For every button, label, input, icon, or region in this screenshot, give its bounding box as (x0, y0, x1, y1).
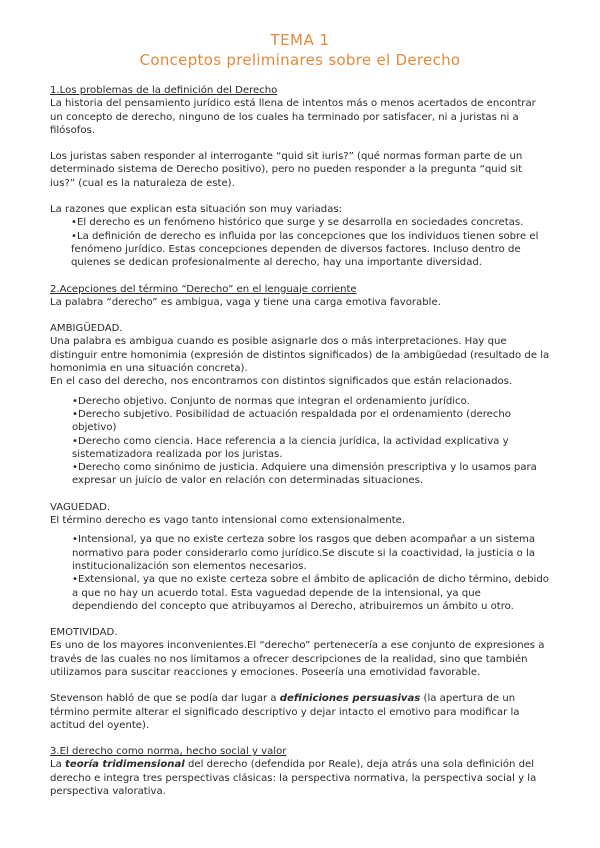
list-item: •Derecho como sinónimo de justicia. Adquiere una dimensión prescriptiva y lo usamos para expresar un juicio de valor en relación con determinadas situaciones. (72, 462, 537, 487)
ambiguity-paragraph-1: Una palabra es ambigua cuando es posible asignarle dos o más interpretaciones. Hay que distinguir entre homonimia (expresión de distintos significados) de la ambigüedad (resultado de la homonimia en una situación concreta). (50, 336, 550, 375)
list-item: •La definición de derecho es influida por las concepciones que los individuos tienen sobre el fenómeno jurídico. Estas concepciones dependen de diversos factores. Incluso dentro de quienes se dedican profesionalmente al derecho, hay una importante diversidad. (71, 230, 539, 269)
emotivity-p2-pre: Stevenson habló de que se podía dar lugar a (50, 693, 280, 705)
title-block (0, 30, 600, 70)
list-item: •Derecho subjetivo. Posibilidad de actuación respaldada por el ordenamiento (derecho objetivo) (72, 408, 511, 434)
emotivity-paragraph-2 (50, 692, 550, 732)
ambiguity-bullet-list (50, 395, 550, 488)
section-3-paragraph-1 (50, 758, 550, 798)
vagueness-paragraph-1: El término derecho es vago tanto intensional como extensionalmente. (50, 515, 406, 527)
section-2-heading: 2.Acepciones del término “Derecho” en el lenguaje corriente (50, 283, 357, 295)
persuasive-definitions-term: definiciones persuasivas (279, 693, 421, 705)
emotivity-p2-post: (la apertura de un término permite alterar el significado descriptivo y dejar intacto el emotivo para modificar la actitud del oyente). (50, 693, 520, 731)
section-1-paragraph-1: La historia del pensamiento jurídico está llena de intentos más o menos acertados de encontrar un concepto de derecho, ninguno de los cuales ha terminado por satisfacer, ni a juristas ni a filósofos. (50, 98, 536, 136)
section-3-p1-pre: La (50, 759, 66, 771)
vagueness-title: VAGUEDAD. (50, 501, 111, 513)
topic-subtitle: Conceptos preliminares sobre el Derecho (139, 51, 461, 69)
vagueness-bullet-list (50, 533, 550, 613)
section-3-heading: 3.El derecho como norma, hecho social y valor (50, 746, 287, 758)
list-item: •Extensional, ya que no existe certeza sobre el ámbito de aplicación de dicho término, debido a que no hay un acuerdo total. Esta vaguedad depende de la intensional, ya que dependiendo del concepto que atribuyamos al Derecho, atribuiremos un ámbito u otro. (72, 574, 549, 612)
ambiguity-title: AMBIGÜEDAD. (50, 323, 123, 335)
list-item: •Derecho como ciencia. Hace referencia a la ciencia jurídica, la actividad explicativa y sistematizadora realizada por los juristas. (72, 435, 509, 460)
list-item: •El derecho es un fenómeno histórico que surge y se desarrolla en sociedades concretas. (71, 217, 524, 229)
section-2-paragraph-1: La palabra “derecho” es ambigua, vaga y tiene una carga emotiva favorable. (50, 296, 441, 308)
section-3-p1-post: del derecho (defendida por Reale), deja atrás una sola definición del derecho e integra tres perspectivas clásicas: la perspectiva normativa, la perspectiva social y la perspectiva valorativa. (50, 759, 537, 798)
section-1-paragraph-3: La razones que explican esta situación son muy variadas: (50, 204, 343, 216)
section-1-bullet-list (50, 216, 550, 269)
section-1-paragraph-2: Los juristas saben responder al interrogante “quid sit iuris?” (qué normas forman parte de un determinado sistema de Derecho positivo), pero no pueden responder a la pregunta “quid sit ius?” (cual es la naturaleza de este). (50, 151, 523, 189)
document-body (50, 84, 550, 798)
list-item: •Derecho objetivo. Conjunto de normas que integran el ordenamiento jurídico. (72, 395, 470, 407)
ambiguity-paragraph-2: En el caso del derecho, nos encontramos con distintos significados que están relacionados. (50, 376, 513, 388)
section-1-heading: 1.Los problemas de la definición del Derecho (50, 85, 278, 96)
tridimensional-theory-term: teoría tridimensional (65, 759, 185, 771)
topic-title: TEMA 1 (270, 31, 330, 49)
list-item: •Intensional, ya que no existe certeza sobre los rasgos que deben acompañar a un sistema normativo para poder considerarlo como jurídico.Se discute si la coactividad, la justicia o la institucionalización son elementos necesarios. (72, 534, 536, 572)
emotivity-title: EMOTIVIDAD. (50, 627, 118, 639)
emotivity-paragraph-1: Es uno de los mayores inconvenientes.El “derecho” pertenecería a ese conjunto de expresiones a través de las cuales no nos limitamos a ofrecer descripciones de la realidad, sino que también utilizamos para suscitar reacciones y emociones. Poseería una emotividad favorable. (50, 640, 545, 678)
